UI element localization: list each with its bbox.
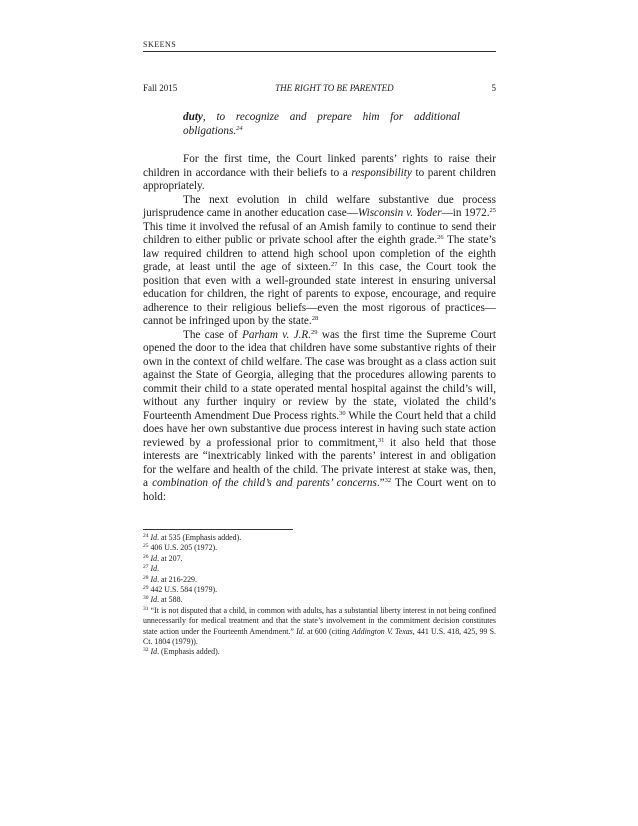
- footnote: $^{24}$ Id. at 535 (Emphasis added).: [143, 533, 242, 542]
- footnote: $^{30}$ Id. at 588.: [143, 595, 183, 605]
- block-quote: duty, to recognize and prepare him for additional obligations.$^{24}$: [183, 111, 460, 137]
- footnote: $^{25}$ 406 U.S. 205 (1972).: [143, 543, 218, 553]
- page-number: 5: [491, 83, 496, 93]
- footnote: $^{29}$ 442 U.S. 584 (1979).: [143, 585, 218, 595]
- footnotes: [143, 533, 496, 658]
- footnote: $^{26}$ Id. at 207.: [143, 553, 183, 563]
- footnote: $^{27}$ Id.: [143, 564, 160, 574]
- footnote: $^{31}$ “It is not disputed that a child, in common with adults, has a substantial liberty interest in not being confined unnecessarily for medical treatment and that the state’s involvement in the commitment decision constitutes state action under the Fourteenth Amendment.” Id. at 600 (citing Addington V. Texas, 441 U.S. 418, 425, 99 S. Ct. 1804 (1979)).: [143, 605, 496, 647]
- running-head: SKEENS: [143, 40, 177, 49]
- paragraph-3: The case of Parham v. J.R.$^{29}$ was the first time the Supreme Court opened the door to the idea that children have some substantive rights of their own in the context of child welfare. The case was brought as a class action suit against the State of Georgia, alleging that the procedures allowing parents to commit their child to a state operated mental hospital against the child’s will, without any further inquiry or review by the state, violated the child’s Fourteenth Amendment Due Process rights.$^{30}$ While the Court held that a child does have her own substantive due process interest in having such state action reviewed by a professional prior to commitment,$^{31}$ it also held that those interests are “inextricably linked with the parents’ interest in and obligation for the welfare and health of the child. The private interest at stake was, then, a combination of the child’s and parents’ concerns.”$^{32}$ The Court went on to hold:: [143, 328, 497, 503]
- paragraph-1: For the first time, the Court linked parents’ rights to raise their children in accordance with their beliefs to a responsibility to parent children appropriately.: [143, 153, 496, 192]
- footnote: $^{32}$ Id. (Emphasis added).: [143, 647, 220, 657]
- article-title: THE RIGHT TO BE PARENTED: [275, 83, 394, 93]
- page-header: [143, 83, 496, 93]
- footnote-rule: [143, 529, 293, 530]
- header-rule: [143, 51, 496, 52]
- footnote: $^{28}$ Id. at 216-229.: [143, 574, 197, 584]
- issue-label: Fall 2015: [143, 83, 178, 93]
- body-text: [143, 111, 496, 504]
- footnote-ref: 24: [236, 124, 243, 132]
- paragraph-2: The next evolution in child welfare substantive due process jurisprudence came in another education case—Wisconsin v. Yoder—in 1972.25 This time it involved the refusal of an Amish family to continue to send their children to either public or private school after the eighth grade.$^{26}$ The state’s law required children to attend high school upon completion of the eighth grade, at least until the age of sixteen.$^{27}$ In this case, the Court took the position that even with a well-grounded state interest in ensuring universal education for children, the right of parents to expose, encourage, and require adherence to their religious beliefs—even the most rigorous of practices—cannot be infringed upon by the state.$^{28}$: [143, 193, 496, 327]
